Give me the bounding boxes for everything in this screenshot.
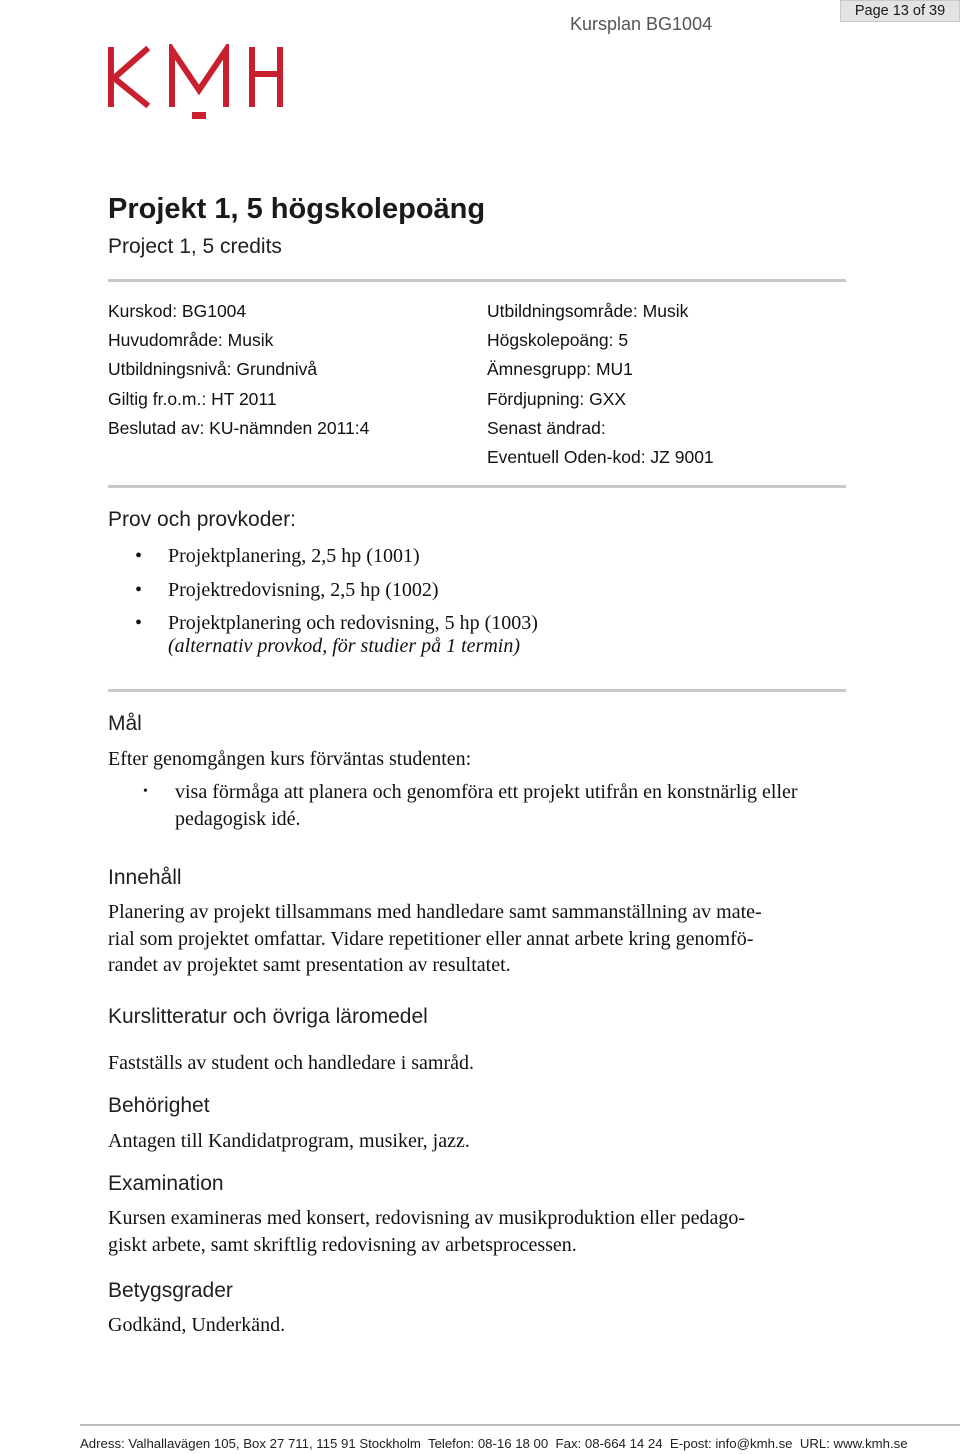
divider (108, 689, 846, 692)
examination-text: Kursen examineras med konsert, redovisning av musikproduktion eller pedago- giskt arbete, samt skriftlig redovisning av arbetsprocessen. (108, 1207, 746, 1256)
course-meta-right (487, 297, 714, 472)
course-title: Projekt 1, 5 högskolepoäng (108, 193, 486, 225)
credits: Högskolepoäng: 5 (487, 330, 629, 351)
list-item: • Projektplanering och redovisning, 5 hp (1003) (135, 607, 538, 641)
content-heading: Innehåll (108, 866, 182, 889)
bullet-icon: • (143, 784, 148, 799)
footer-divider (80, 1424, 960, 1426)
content-text: Planering av projekt tillsammans med handledare samt sammanställning av mate- rial som projektet omfattar. Vidare repetitioner eller annat arbete kring genomfö- randet av projektet samt presentation av resultatet. (108, 901, 762, 976)
main-field: Huvudområde: Musik (108, 330, 274, 351)
list-item: • Projektredovisning, 2,5 hp (1002) (135, 574, 538, 608)
exam-note: (alternativ provkod, för studier på 1 termin) (168, 635, 520, 657)
course-plan-header: Kursplan BG1004 (570, 14, 713, 34)
list-item: • Projektplanering, 2,5 hp (1001) (135, 540, 538, 574)
bullet-icon: • (135, 612, 143, 634)
progression: Fördjupning: GXX (487, 388, 627, 409)
grades-text: Godkänd, Underkänd. (108, 1314, 286, 1336)
kmh-logo (106, 44, 288, 127)
course-meta-left (108, 297, 369, 443)
education-area: Utbildningsområde: Musik (487, 301, 689, 321)
valid-from: Giltig fr.o.m.: HT 2011 (108, 388, 277, 409)
decided-by: Beslutad av: KU-nämnden 2011:4 (108, 417, 370, 438)
education-level: Utbildningsnivå: Grundnivå (108, 359, 318, 380)
literature-heading: Kurslitteratur och övriga läromedel (108, 1005, 428, 1028)
list-item: visa förmåga att planera och genomföra ett projekt utifrån en konstnärlig eller pedagogisk idé. (175, 781, 798, 830)
course-code: Kurskod: BG1004 (108, 301, 247, 321)
bullet-icon: • (135, 545, 143, 567)
literature-text: Fastställs av student och handledare i samråd. (108, 1052, 475, 1074)
grades-heading: Betygsgrader (108, 1279, 233, 1302)
oden-code: Eventuell Oden-kod: JZ 9001 (487, 447, 714, 468)
last-changed: Senast ändrad: (487, 417, 606, 438)
divider (108, 485, 846, 488)
goals-intro: Efter genomgången kurs förväntas studenten: (108, 748, 472, 770)
goals-heading: Mål (108, 712, 142, 735)
subject-group: Ämnesgrupp: MU1 (487, 359, 633, 380)
bullet-icon: • (135, 578, 143, 601)
eligibility-heading: Behörighet (108, 1094, 210, 1117)
course-title-english: Project 1, 5 credits (108, 235, 282, 258)
divider (108, 279, 846, 282)
page-indicator: Page 13 of 39 (840, 0, 960, 22)
eligibility-text: Antagen till Kandidatprogram, musiker, jazz. (108, 1130, 470, 1152)
footer-address: Adress: Valhallavägen 105, Box 27 711, 115 91 Stockholm Telefon: 08-16 18 00 Fax: 08-664 14 24 E-post: info@kmh.se URL: www.kmh.se (80, 1436, 908, 1451)
exams-heading: Prov och provkoder: (108, 508, 296, 531)
examination-heading: Examination (108, 1172, 224, 1195)
goals-list (143, 779, 843, 832)
exams-list (135, 540, 538, 641)
